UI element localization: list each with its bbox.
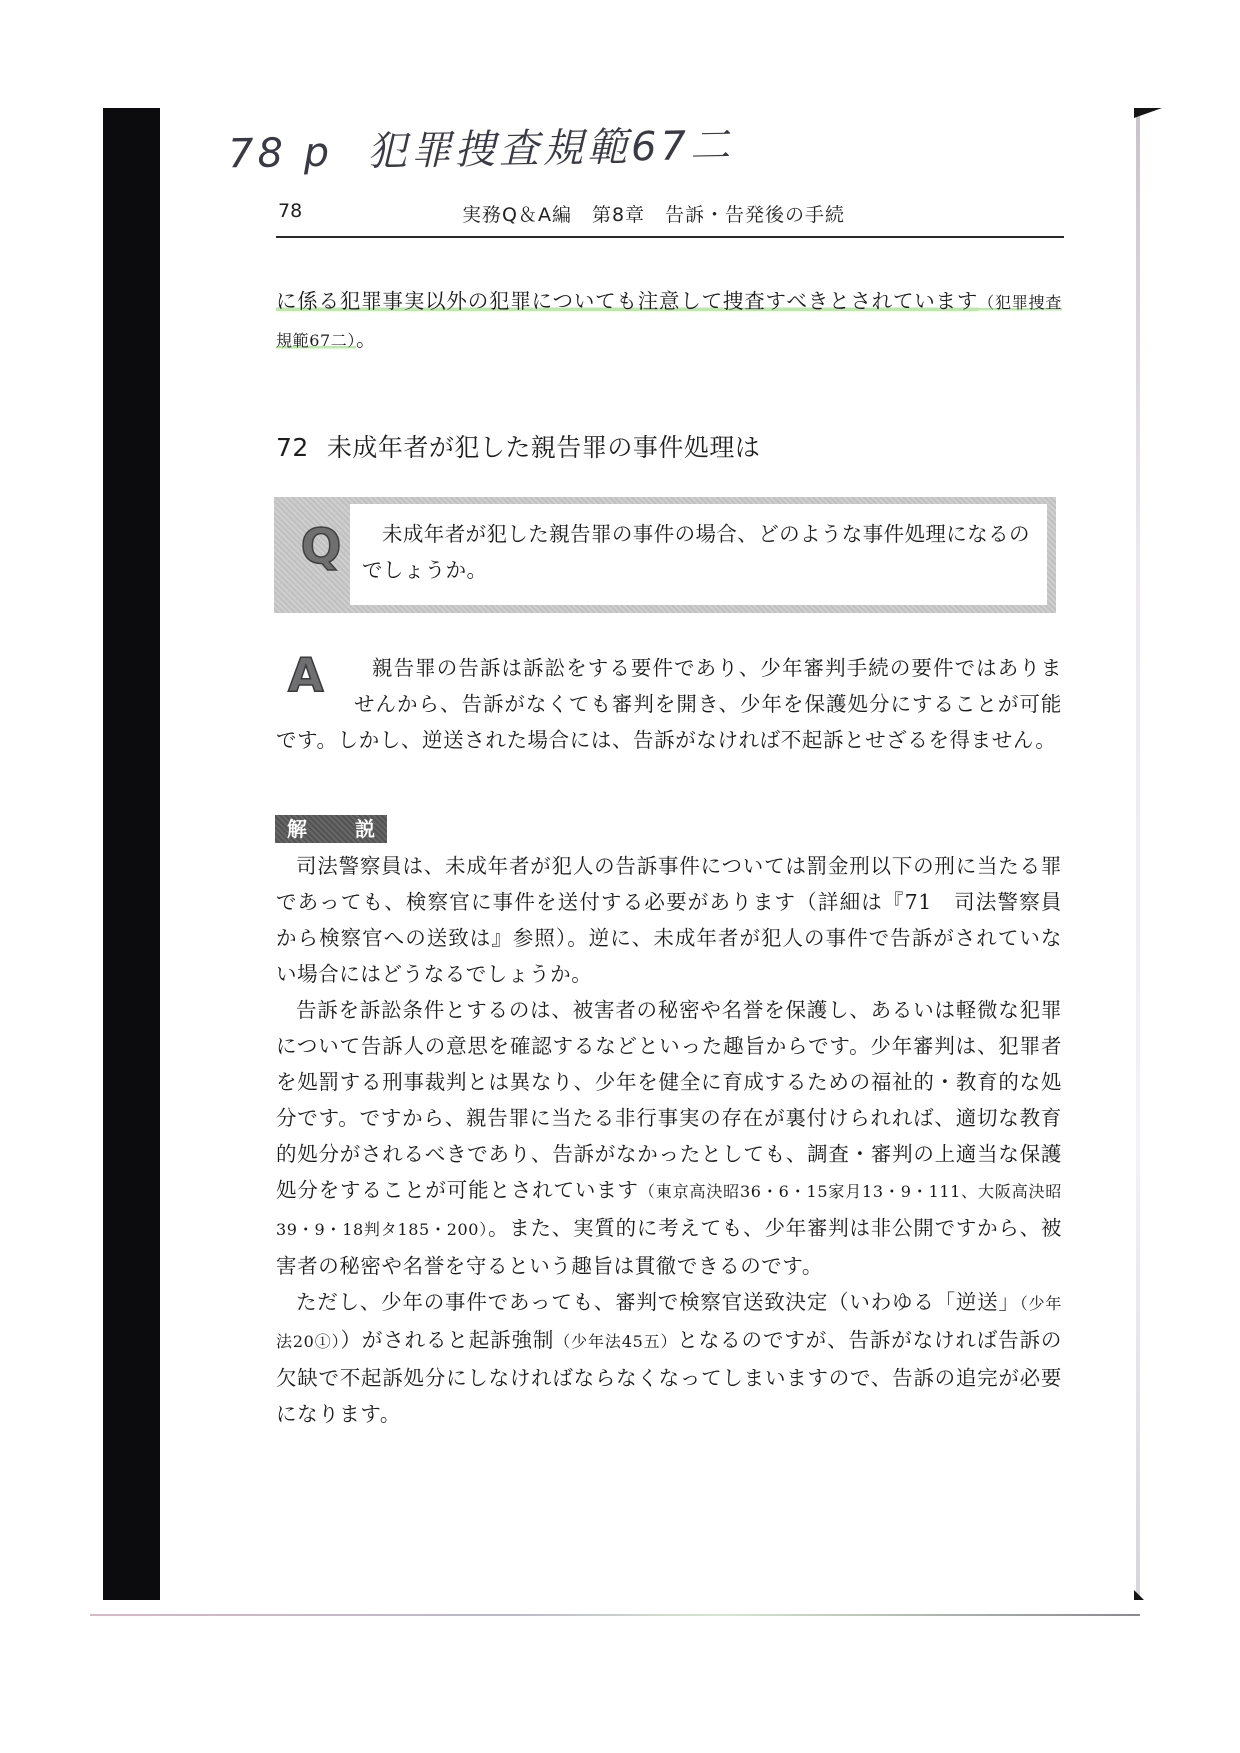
- question-q-icon: Q: [300, 519, 342, 575]
- section-heading: [276, 428, 760, 464]
- badge-char-2: 説: [355, 817, 375, 841]
- handwritten-reference: 犯罪捜査規範67二: [366, 122, 735, 175]
- sentence-end: 。: [355, 327, 378, 351]
- paragraph-text: となるのですが、告訴がなければ告訴の欠缺で不起訴処分にしなければならなくなってしまいますので、告訴の追完が必要になります。: [276, 1328, 1062, 1426]
- handwritten-page-ref: 78 p: [227, 129, 334, 178]
- paragraph-text: 。また、実質的に考えても、少年審判は非公開ですから、被害者の秘密や名誉を守るという趣旨は貫徹できるのです。: [276, 1216, 1062, 1278]
- question-text: 未成年者が犯した親告罪の事件の場合、どのような事件処理になるのでしょうか。: [362, 522, 1030, 582]
- scan-corner-mark-bottom: [1134, 1590, 1144, 1600]
- section-title: 未成年者が犯した親告罪の事件処理は: [326, 433, 761, 462]
- question-text-area: [350, 504, 1047, 605]
- case-citation: （東京高決昭36・6・15家月13・9・111、大阪高決昭39・9・18判タ185・200）: [276, 1182, 1062, 1239]
- paragraph-text: 司法警察員は、未成年者が犯人の告訴事件については罰金刑以下の刑に当たる罪であっても、検察官に事件を送付する必要があります（詳細は『71 司法警察員から検察官への送致は』参照）。逆に、未成年者が犯人の事件で告訴がされていない場合にはどうなるでしょうか。: [276, 854, 1062, 986]
- continuation-paragraph: [276, 283, 1062, 359]
- answer-text: 親告罪の告訴は訴訟をする要件であり、少年審判手続の要件ではありませんから、告訴がなくても審判を開き、少年を保護処分にすることが可能です。しかし、逆送された場合には、告訴がなければ不起訴とせざるを得ません。: [276, 656, 1062, 752]
- explanation-paragraph-1: [276, 848, 1062, 992]
- citation-highlighted-cont: 範67二）: [292, 331, 356, 350]
- explanation-badge: [275, 815, 387, 843]
- paragraph-text: ただし、少年の事件であっても、審判で検察官送致決定（いわゆる「逆送」: [296, 1290, 1020, 1314]
- answer-block: [276, 650, 1062, 758]
- citation-highlighted: （犯罪捜査規: [276, 293, 1062, 350]
- highlighted-text: に係る犯罪事実以外の犯罪についても注意して捜査すべきとされています: [276, 289, 979, 313]
- question-box: [274, 497, 1056, 613]
- explanation-body: [276, 848, 1062, 1432]
- handwritten-annotation: [228, 114, 735, 180]
- page-number: 78: [278, 200, 303, 222]
- explanation-paragraph-2: [276, 992, 1062, 1284]
- statute-citation: （少年法45五）: [554, 1332, 678, 1351]
- scan-corner-mark-top: [1134, 108, 1162, 118]
- chapter-title: 実務Q＆A編 第8章 告訴・告発後の手続: [462, 204, 846, 226]
- paragraph-text: 告訴を訴訟条件とするのは、被害者の秘密や名誉を保護し、あるいは軽微な犯罪について告訴人の意思を確認するなどといった趣旨からです。少年審判は、犯罪者を処罰する刑事裁判とは異なり、少年を健全に育成するための福祉的・教育的な処分です。ですから、親告罪に当たる非行事実の存在が裏付けられれば、適切な教育的処分がされるべきであり、告訴がなかったとしても、調査・審判の上適当な保護処分をすることが可能とされています: [276, 998, 1062, 1202]
- badge-char-1: 解: [287, 817, 307, 841]
- paragraph-text: ）がされると起訴強制: [340, 1328, 555, 1352]
- answer-a-icon: A: [288, 648, 324, 702]
- section-number: 72: [276, 433, 309, 462]
- scan-page-edge: [1136, 108, 1140, 1600]
- statute-citation: （少年法20①）: [276, 1294, 1062, 1351]
- scan-bottom-edge: [90, 1614, 1140, 1616]
- explanation-paragraph-3: [276, 1284, 1062, 1432]
- running-header: [276, 196, 1064, 238]
- scan-binding-shadow: [103, 108, 160, 1600]
